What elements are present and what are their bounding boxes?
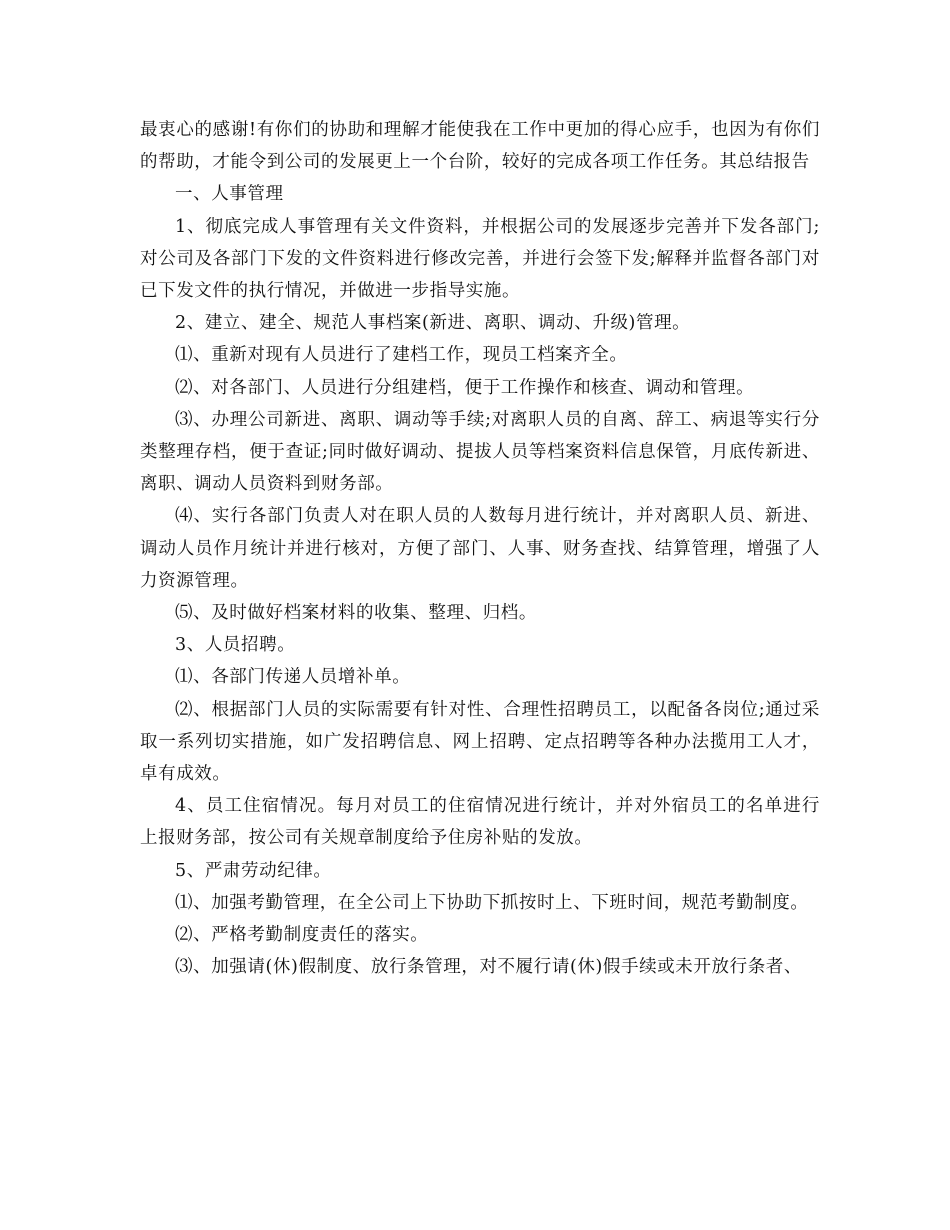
paragraph-subitem-2-3: ⑶、办理公司新进、离职、调动等手续;对离职人员的自离、辞工、病退等实行分类整理存档，便于查证;同时做好调动、提拔人员等档案资料信息保管，月底传新进、离职、调动人员资料到财务部。 [140,409,820,495]
paragraph-item-5: 5、严肃劳动纪律。 [175,860,332,881]
paragraph-subitem-2-1: ⑴、重新对现有人员进行了建档工作，现员工档案齐全。 [175,345,628,366]
paragraph-item-4: 4、员工住宿情况。每月对员工的住宿情况进行统计，并对外宿员工的名单进行上报财务部，按公司有关规章制度给予住房补贴的发放。 [140,796,820,849]
paragraph-item-3: 3、人员招聘。 [175,635,296,656]
paragraph-subitem-2-2: ⑵、对各部门、人员进行分组建档，便于工作操作和核查、调动和管理。 [175,377,755,398]
paragraph-subitem-5-3: ⑶、加强请(休)假制度、放行条管理，对不履行请(休)假手续或未开放行条者、 [175,957,803,978]
paragraph-item-2: 2、建立、建全、规范人事档案(新进、离职、调动、升级)管理。 [175,313,691,334]
paragraph-subitem-5-1: ⑴、加强考勤管理，在全公司上下协助下抓按时上、下班时间，规范考勤制度。 [175,892,809,913]
document-body [140,114,820,983]
paragraph-intro: 最衷心的感谢!有你们的协助和理解才能使我在工作中更加的得心应手，也因为有你们的帮助，才能令到公司的发展更上一个台阶，较好的完成各项工作任务。其总结报告 [140,120,820,173]
paragraph-item-1: 1、彻底完成人事管理有关文件资料，并根据公司的发展逐步完善并下发各部门;对公司及各部门下发的文件资料进行修改完善，并进行会签下发;解释并监督各部门对已下发文件的执行情况，并做进一步指导实施。 [140,216,820,302]
paragraph-subitem-3-1: ⑴、各部门传递人员增补单。 [175,667,411,688]
paragraph-subitem-3-2: ⑵、根据部门人员的实际需要有针对性、合理性招聘员工，以配备各岗位;通过采取一系列切实措施，如广发招聘信息、网上招聘、定点招聘等各种办法揽用工人才，卓有成效。 [140,699,820,785]
paragraph-subitem-5-2: ⑵、严格考勤制度责任的落实。 [175,925,429,946]
paragraph-subitem-2-5: ⑸、及时做好档案材料的收集、整理、归档。 [175,603,537,624]
paragraph-subitem-2-4: ⑷、实行各部门负责人对在职人员的人数每月进行统计，并对离职人员、新进、调动人员作月统计并进行核对，方便了部门、人事、财务查找、结算管理，增强了人力资源管理。 [140,506,820,591]
section-heading-personnel: 一、人事管理 [175,184,284,205]
